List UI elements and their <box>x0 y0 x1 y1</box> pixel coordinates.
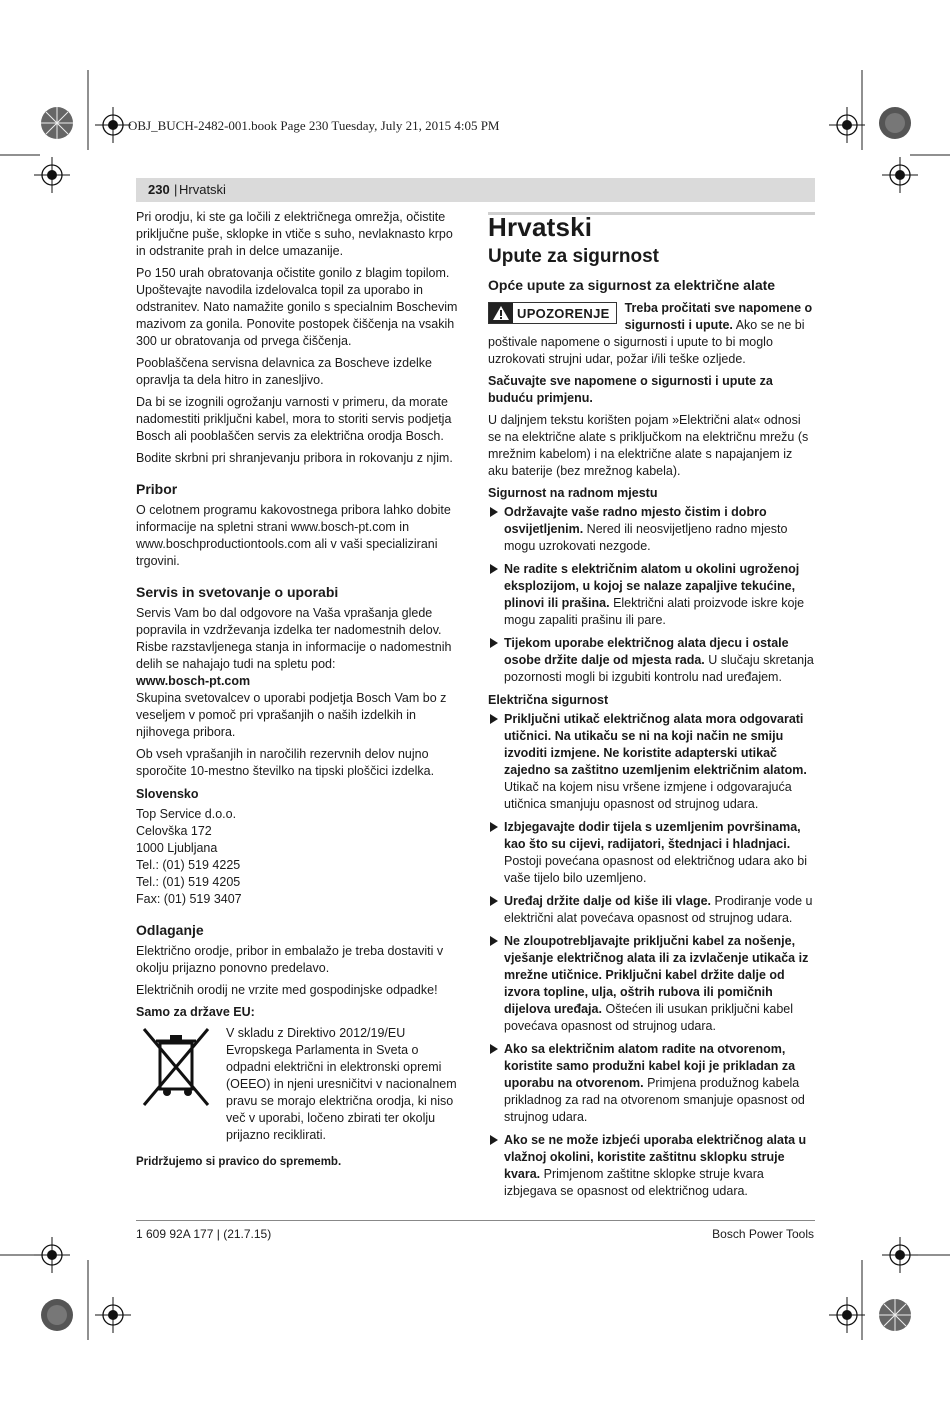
service-url[interactable]: www.bosch-pt.com <box>136 674 251 688</box>
warning-word: UPOZORENJE <box>517 305 610 321</box>
paragraph: Da bi se izognili ogrožanju varnosti v primeru, da morate nadomestiti priključni kabel, mora to storiti servis podjetja Bosch ali pooblaščen servis za električna orodja Bosch. <box>136 395 452 443</box>
color-bar-icon <box>40 1298 74 1332</box>
crossed-bin-icon <box>136 1025 216 1111</box>
warning-bold: Treba pročitati sve napomene o sigurnosti i upute. <box>624 301 813 332</box>
eu-directive-text: V skladu z Direktivo 2012/19/EU Evropskega Parlamenta in Sveta o odpadni električni in elektronski opremi (OEEO) in njeni uresničitvi v nacionalnem pravu se morajo električna orodja, ki niso več v uporabi, ločeno zbirati ter okolju prijazno reciklirati. <box>226 1026 457 1142</box>
bullet-arrow-icon <box>490 896 498 906</box>
item-text: Oštećen ili usukan priključni kabel povećava opasnost od strujnog udara. <box>504 1002 794 1033</box>
workplace-list <box>488 504 815 686</box>
save-notes: Sačuvajte sve napomene o sigurnosti i upute za buduću primjenu. <box>488 374 773 405</box>
page-number: 230 <box>148 182 170 197</box>
registration-mark-icon <box>34 1237 70 1273</box>
paragraph: Pooblaščena servisna delavnica za Boscheve izdelke opravlja ta dela hitro in zanesljivo. <box>136 356 433 387</box>
paragraph: Po 150 urah obratovanja očistite gonilo z blagim topilom. Upoštevajte navodila izdelovalca topil za uporabo in odstranitev. Nato namažite gonilo s specialnim Boschevim mazivom za gonila. Ponovite postopek čiščenja na vsakih 300 ur obratovanja od prvega čiščenja. <box>136 266 458 348</box>
registration-mark-icon <box>882 1237 918 1273</box>
list-item <box>488 1041 815 1126</box>
item-text: Primjenom zaštitne sklopke struje kvara izbjegava se opasnost od električnog udara. <box>504 1167 764 1198</box>
bullet-arrow-icon <box>490 1135 498 1145</box>
item-bold: Ne zloupotrebljavajte priključni kabel za nošenje, vješanje električnog alata ili za izvlačenje utikača iz mrežne utičnice. Priključni kabel držite dalje od izvora topline, ulja, oštrih rubova ili pomičnih dijelova uređaja. <box>504 934 809 1016</box>
item-bold: Ako sa električnim alatom radite na otvorenom, koristite samo produžni kabel koji je prikladan za uporabu na otvorenom. <box>504 1042 796 1090</box>
paragraph: Električno orodje, pribor in embalažo je treba dostaviti v okolju prijazno ponovno predelavo. <box>136 944 444 975</box>
registration-mark-icon <box>95 107 131 143</box>
warning-label <box>488 302 617 324</box>
registration-mark-icon <box>95 1297 131 1333</box>
list-item <box>488 711 815 813</box>
odlaganje-heading: Odlaganje <box>136 922 204 938</box>
address-block <box>136 806 466 908</box>
running-header <box>136 178 815 202</box>
list-item <box>488 561 815 629</box>
item-text: Utikač na kojem nisu vršene izmjene i odgovarajuća utičnica smanjuju opasnost od strujnog udara. <box>504 780 792 811</box>
paragraph: Električnih orodij ne vrzite med gospodinjske odpadke! <box>136 983 438 997</box>
address-line: 1000 Ljubljana <box>136 841 218 855</box>
footer-divider <box>136 1220 815 1221</box>
bullet-arrow-icon <box>490 564 498 574</box>
warning-paragraph <box>488 300 815 368</box>
item-bold: Priključni utikač električnog alata mora odgovarati utičnici. Na utikaču se ni na koji način ne smiju izvoditi izmjene. Ne koristite adapterski utikač zajedno sa zaštitno uzemljenim električnim alatom. <box>504 712 807 777</box>
electrical-list <box>488 711 815 1200</box>
list-item <box>488 819 815 887</box>
address-line: Top Service d.o.o. <box>136 807 237 821</box>
language-title: Hrvatski <box>488 212 815 236</box>
address-line: Tel.: (01) 519 4205 <box>136 875 241 889</box>
bullet-arrow-icon <box>490 822 498 832</box>
bullet-arrow-icon <box>490 507 498 517</box>
item-text: Nered ili neosvijetljeno radno mjesto mogu uzrokovati nezgode. <box>504 522 788 553</box>
list-item <box>488 933 815 1035</box>
header-language: Hrvatski <box>179 182 226 197</box>
list-item <box>488 1132 815 1200</box>
paragraph: Ob vseh vprašanjih in naročilih rezervnih delov nujno sporočite 10-mestno številko na tipski ploščici izdelka. <box>136 747 435 778</box>
address-line: Celovška 172 <box>136 824 212 838</box>
paragraph: Pri orodju, ki ste ga ločili z električnega omrežja, očistite priključne puše, sklopke in vtiče s suho, nevlaknasto krpo in odstranite prah in delce umazanije. <box>136 210 453 258</box>
item-text: Postoji povećana opasnost od električnog udara ako bi vaše tijelo bilo uzemljeno. <box>504 854 807 885</box>
bullet-arrow-icon <box>490 936 498 946</box>
item-bold: Izbjegavajte dodir tijela s uzemljenim površinama, kao što su cijevi, radijatori, štednjaci i hladnjaci. <box>504 820 801 851</box>
footer-doc-number: 1 609 92A 177 | (21.7.15) <box>136 1227 272 1241</box>
right-column <box>488 212 815 1206</box>
registration-mark-icon <box>829 1297 865 1333</box>
left-column <box>136 209 466 1171</box>
eu-heading: Samo za države EU: <box>136 1005 255 1019</box>
footer-brand: Bosch Power Tools <box>712 1227 814 1241</box>
workplace-heading: Sigurnost na radnom mjestu <box>488 486 658 500</box>
header-separator: | <box>174 182 178 197</box>
item-bold: Ako se ne može izbjeći uporaba električnog alata u vlažnoj okolini, koristite zaštitnu sklopku struje kvara. <box>504 1133 807 1181</box>
registration-mark-icon <box>882 157 918 193</box>
item-bold: Tijekom uporabe električnog alata djecu i ostale osobe držite dalje od mjesta rada. <box>504 636 789 667</box>
disclaimer: Pridržujemo si pravico do sprememb. <box>136 1156 342 1168</box>
paragraph: Skupina svetovalcev o uporabi podjetja Bosch Vam bo z veseljem v pomoč pri vprašanjih o naših izdelkih in njihovega pribora. <box>136 691 447 739</box>
item-bold: Ne radite s električnim alatom u okolini ugroženoj eksplozijom, u kojoj se nalaze zapaljive tekućine, plinovi ili prašina. <box>504 562 800 610</box>
electrical-heading: Električna sigurnost <box>488 693 609 707</box>
paragraph: O celotnem programu kakovostnega pribora lahko dobite informacije na spletni strani www.bosch-pt.com in www.boschproductiontools.com ali v vaši specializirani trgovini. <box>136 503 451 568</box>
country-label: Slovensko <box>136 787 199 801</box>
color-bar-icon <box>40 106 74 140</box>
list-item <box>488 504 815 555</box>
bullet-arrow-icon <box>490 1044 498 1054</box>
color-bar-icon <box>878 106 912 140</box>
item-bold: Održavajte vaše radno mjesto čistim i dobro osvijetljenim. <box>504 505 767 536</box>
item-text: Prodiranje vode u električni alat povećava opasnost od strujnog udara. <box>504 894 813 925</box>
bullet-arrow-icon <box>490 714 498 724</box>
subsection-title: Opće upute za sigurnost za električne alate <box>488 277 776 293</box>
list-item <box>488 635 815 686</box>
registration-mark-icon <box>34 157 70 193</box>
registration-mark-icon <box>829 107 865 143</box>
item-text: U slučaju skretanja pozornosti mogli bi izgubiti kontrolu nad uređajem. <box>504 653 814 684</box>
warning-triangle-icon <box>489 303 513 323</box>
address-line: Fax: (01) 519 3407 <box>136 892 242 906</box>
color-bar-icon <box>878 1298 912 1332</box>
pribor-heading: Pribor <box>136 481 178 497</box>
address-line: Tel.: (01) 519 4225 <box>136 858 241 872</box>
warning-rest: Ako se ne bi poštivale napomene o sigurnosti i upute to bi moglo uzrokovati strujni udar, požar i/ili teške ozljede. <box>488 318 805 366</box>
item-text: Električni alati proizvode iskre koje mogu zapaliti prašinu ili pare. <box>504 596 805 627</box>
definition: U daljnjem tekstu korišten pojam »Električni alat« odnosi se na električne alate s priključkom na električnu mrežu (s mrežnim kabelom) i na električne alate s napajanjem iz aku baterije (bez mrežnog kabela). <box>488 413 809 478</box>
item-text: Primjena produžnog kabela prikladnog za rad na otvorenom smanjuje opasnost od strujnog udara. <box>504 1076 805 1124</box>
section-title: Upute za sigurnost <box>488 246 660 267</box>
print-header: OBJ_BUCH-2482-001.book Page 230 Tuesday, July 21, 2015 4:05 PM <box>128 118 500 133</box>
weee-block <box>136 1025 466 1144</box>
paragraph: Servis Vam bo dal odgovore na Vaša vprašanja glede popravila in vzdrževanja izdelka ter nadomestnih delov. Risbe razstavljenega stanja in informacije o nadomestnih delih se nahajajo tudi na spletu pod: <box>136 606 452 671</box>
item-bold: Uređaj držite dalje od kiše ili vlage. <box>504 894 712 908</box>
list-item <box>488 893 815 927</box>
paragraph: Bodite skrbni pri shranjevanju pribora in rokovanju z njim. <box>136 451 453 465</box>
bullet-arrow-icon <box>490 638 498 648</box>
servis-heading: Servis in svetovanje o uporabi <box>136 584 339 600</box>
